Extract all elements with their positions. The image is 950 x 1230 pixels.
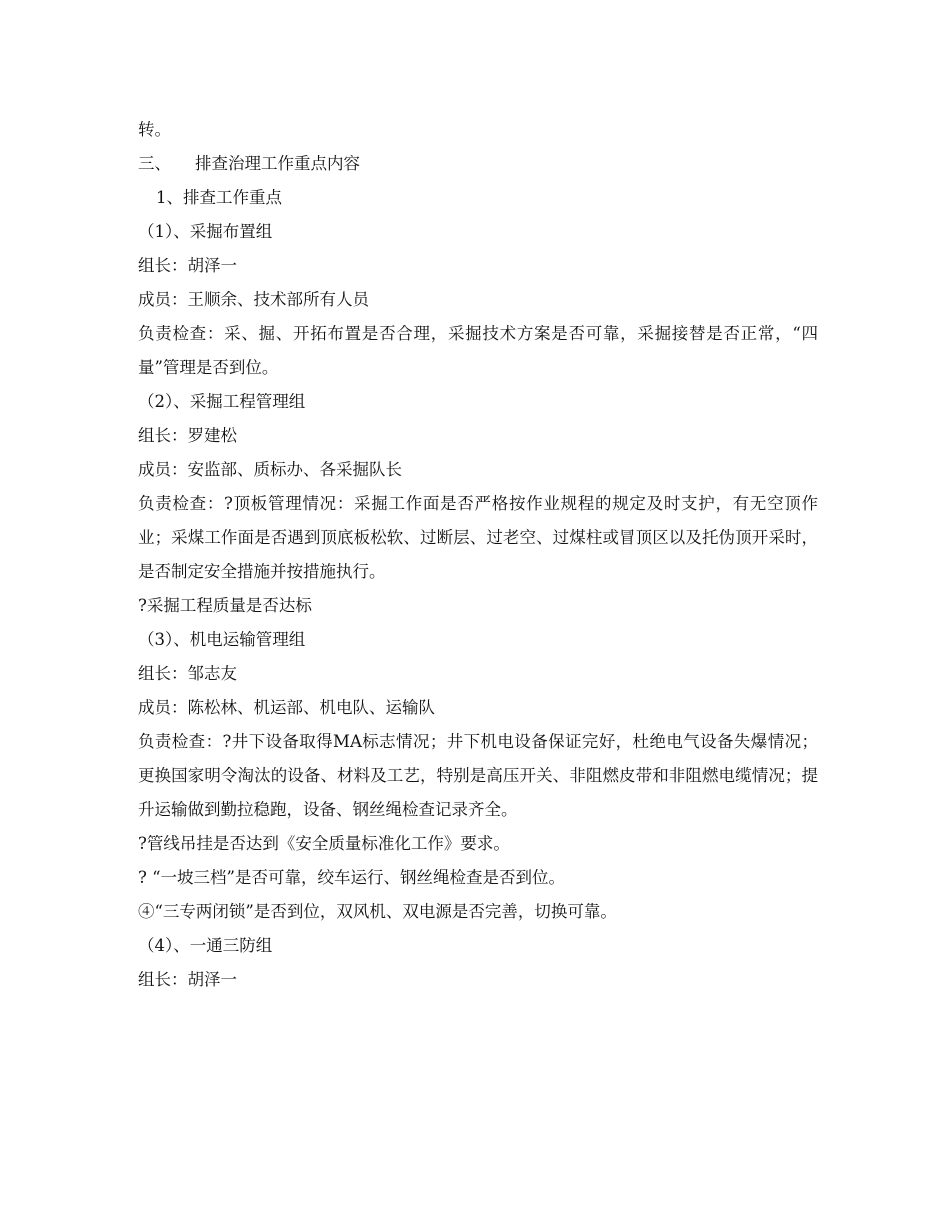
- group-leader: 组长：胡泽一: [138, 970, 237, 989]
- group-heading: （2）、采掘工程管理组: [138, 392, 306, 411]
- group-leader: 组长：胡泽一: [138, 256, 237, 275]
- text-line: 转。: [138, 120, 171, 139]
- duty-item: ?采掘工程质量是否达标: [138, 596, 312, 615]
- duty-item: ?管线吊挂是否达到《安全质量标准化工作》要求。: [138, 834, 510, 853]
- group-duties: 负责检查：?顶板管理情况：采掘工作面是否严格按作业规程的规定及时支护，有无空顶作业；采煤工作面是否遇到顶底板松软、过断层、过老空、过煤柱或冒顶区以及托伪顶开采时，是否制定安全措施并按措施执行。: [138, 494, 818, 581]
- section-heading: [138, 147, 818, 181]
- group-leader: 组长：罗建松: [138, 426, 237, 445]
- section-title: 排查治理工作重点内容: [195, 154, 360, 173]
- group-duties: 负责检查：?井下设备取得MA标志情况；井下机电设备保证完好，杜绝电气设备失爆情况；更换国家明令淘汰的设备、材料及工艺，特别是高压开关、非阻燃皮带和非阻燃电缆情况；提升运输做到勤拉稳跑，设备、钢丝绳检查记录齐全。: [138, 732, 818, 819]
- group-members: 成员：陈松林、机运部、机电队、运输队: [138, 698, 435, 717]
- group-heading: （4）、一通三防组: [138, 936, 273, 955]
- group-members: 成员：安监部、质标办、各采掘队长: [138, 460, 402, 479]
- document-body: [138, 113, 818, 997]
- group-leader: 组长：邹志友: [138, 664, 237, 683]
- group-heading: （3）、机电运输管理组: [138, 630, 306, 649]
- group-duties: 负责检查：采、掘、开拓布置是否合理，采掘技术方案是否可靠，采掘接替是否正常，“四量”管理是否到位。: [138, 324, 818, 377]
- duty-item: ④“三专两闭锁”是否到位，双风机、双电源是否完善，切换可靠。: [138, 902, 617, 921]
- group-members: 成员：王顺余、技术部所有人员: [138, 290, 369, 309]
- section-number: 三、: [138, 154, 171, 173]
- duty-item: ? “一坡三档”是否可靠，绞车运行、钢丝绳检查是否到位。: [138, 868, 565, 887]
- subsection-heading: 1、排查工作重点: [156, 188, 282, 207]
- group-heading: （1）、采掘布置组: [138, 222, 273, 241]
